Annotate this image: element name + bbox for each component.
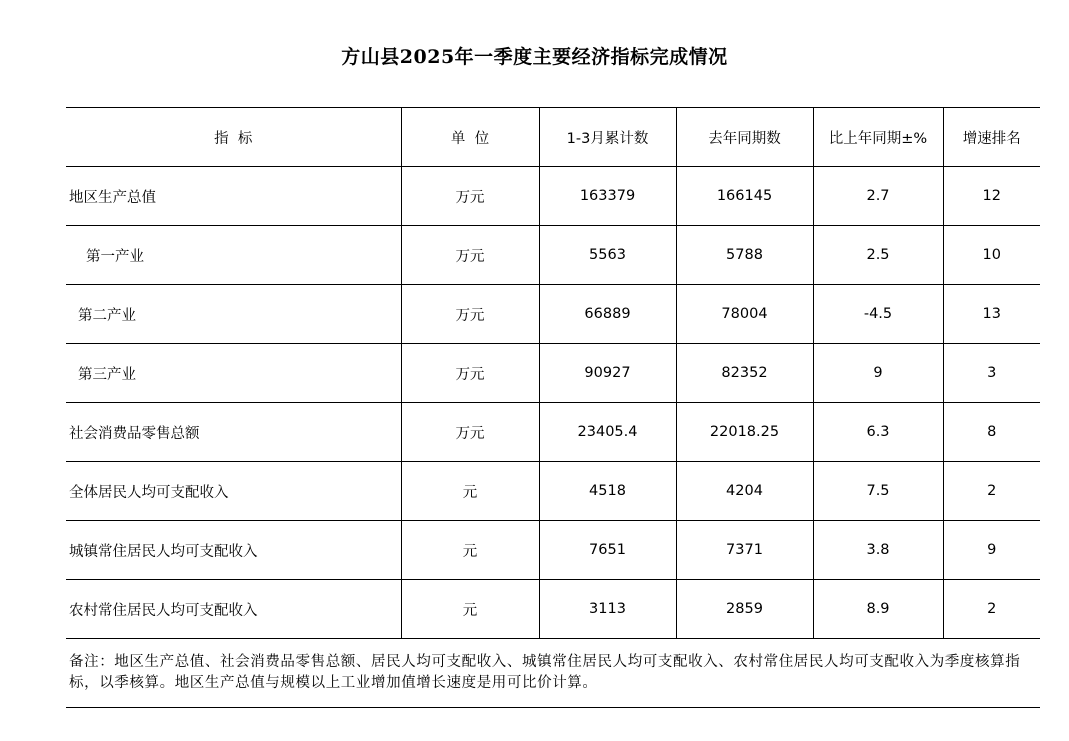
- unit-cell: 元: [401, 462, 539, 521]
- rank-cell: 8: [943, 403, 1040, 462]
- header-change: 比上年同期±%: [813, 108, 943, 167]
- last-year-cell: 7371: [676, 521, 813, 580]
- change-cell: 8.9: [813, 580, 943, 639]
- header-rank: 增速排名: [943, 108, 1040, 167]
- change-cell: 9: [813, 344, 943, 403]
- unit-cell: 万元: [401, 167, 539, 226]
- cumulative-cell: 7651: [539, 521, 676, 580]
- header-last-year: 去年同期数: [676, 108, 813, 167]
- table-row: [66, 462, 1040, 521]
- table-row: [66, 285, 1040, 344]
- cumulative-cell: 5563: [539, 226, 676, 285]
- rank-cell: 9: [943, 521, 1040, 580]
- change-cell: 7.5: [813, 462, 943, 521]
- last-year-cell: 5788: [676, 226, 813, 285]
- indicator-name: 社会消费品零售总额: [66, 403, 401, 462]
- page-title: 方山县2025年一季度主要经济指标完成情况: [341, 46, 728, 68]
- rank-cell: 2: [943, 580, 1040, 639]
- indicator-name: 农村常住居民人均可支配收入: [66, 580, 401, 639]
- table-note: 备注：地区生产总值、社会消费品零售总额、居民人均可支配收入、城镇常住居民人均可支配收入、农村常住居民人均可支配收入为季度核算指标，以季核算。地区生产总值与规模以上工业增加值增长速度是用可比价计算。: [66, 639, 1040, 708]
- indicator-name: 全体居民人均可支配收入: [66, 462, 401, 521]
- last-year-cell: 166145: [676, 167, 813, 226]
- table-body: [66, 167, 1040, 639]
- rank-cell: 10: [943, 226, 1040, 285]
- last-year-cell: 82352: [676, 344, 813, 403]
- rank-cell: 13: [943, 285, 1040, 344]
- table-row: [66, 167, 1040, 226]
- change-cell: 3.8: [813, 521, 943, 580]
- rank-cell: 3: [943, 344, 1040, 403]
- unit-cell: 万元: [401, 226, 539, 285]
- last-year-cell: 78004: [676, 285, 813, 344]
- cumulative-cell: 66889: [539, 285, 676, 344]
- header-unit: 单 位: [401, 108, 539, 167]
- last-year-cell: 4204: [676, 462, 813, 521]
- last-year-cell: 22018.25: [676, 403, 813, 462]
- last-year-cell: 2859: [676, 580, 813, 639]
- rank-cell: 2: [943, 462, 1040, 521]
- table-row: [66, 403, 1040, 462]
- cumulative-cell: 3113: [539, 580, 676, 639]
- unit-cell: 万元: [401, 403, 539, 462]
- table-row: [66, 344, 1040, 403]
- table-row: [66, 521, 1040, 580]
- cumulative-cell: 23405.4: [539, 403, 676, 462]
- indicator-name: 城镇常住居民人均可支配收入: [66, 521, 401, 580]
- indicator-name: 第三产业: [66, 344, 401, 403]
- table-row: [66, 580, 1040, 639]
- change-cell: -4.5: [813, 285, 943, 344]
- unit-cell: 万元: [401, 344, 539, 403]
- unit-cell: 元: [401, 521, 539, 580]
- header-cumulative: 1-3月累计数: [539, 108, 676, 167]
- change-cell: 2.5: [813, 226, 943, 285]
- header-indicator: 指 标: [66, 108, 401, 167]
- change-cell: 2.7: [813, 167, 943, 226]
- note-row: [66, 639, 1040, 708]
- unit-cell: 元: [401, 580, 539, 639]
- cumulative-cell: 90927: [539, 344, 676, 403]
- change-cell: 6.3: [813, 403, 943, 462]
- cumulative-cell: 163379: [539, 167, 676, 226]
- indicators-table: [66, 107, 1040, 708]
- indicator-name: 第一产业: [66, 226, 401, 285]
- cumulative-cell: 4518: [539, 462, 676, 521]
- indicator-name: 第二产业: [66, 285, 401, 344]
- table-header-row: [66, 108, 1040, 167]
- indicator-name: 地区生产总值: [66, 167, 401, 226]
- rank-cell: 12: [943, 167, 1040, 226]
- unit-cell: 万元: [401, 285, 539, 344]
- table-row: [66, 226, 1040, 285]
